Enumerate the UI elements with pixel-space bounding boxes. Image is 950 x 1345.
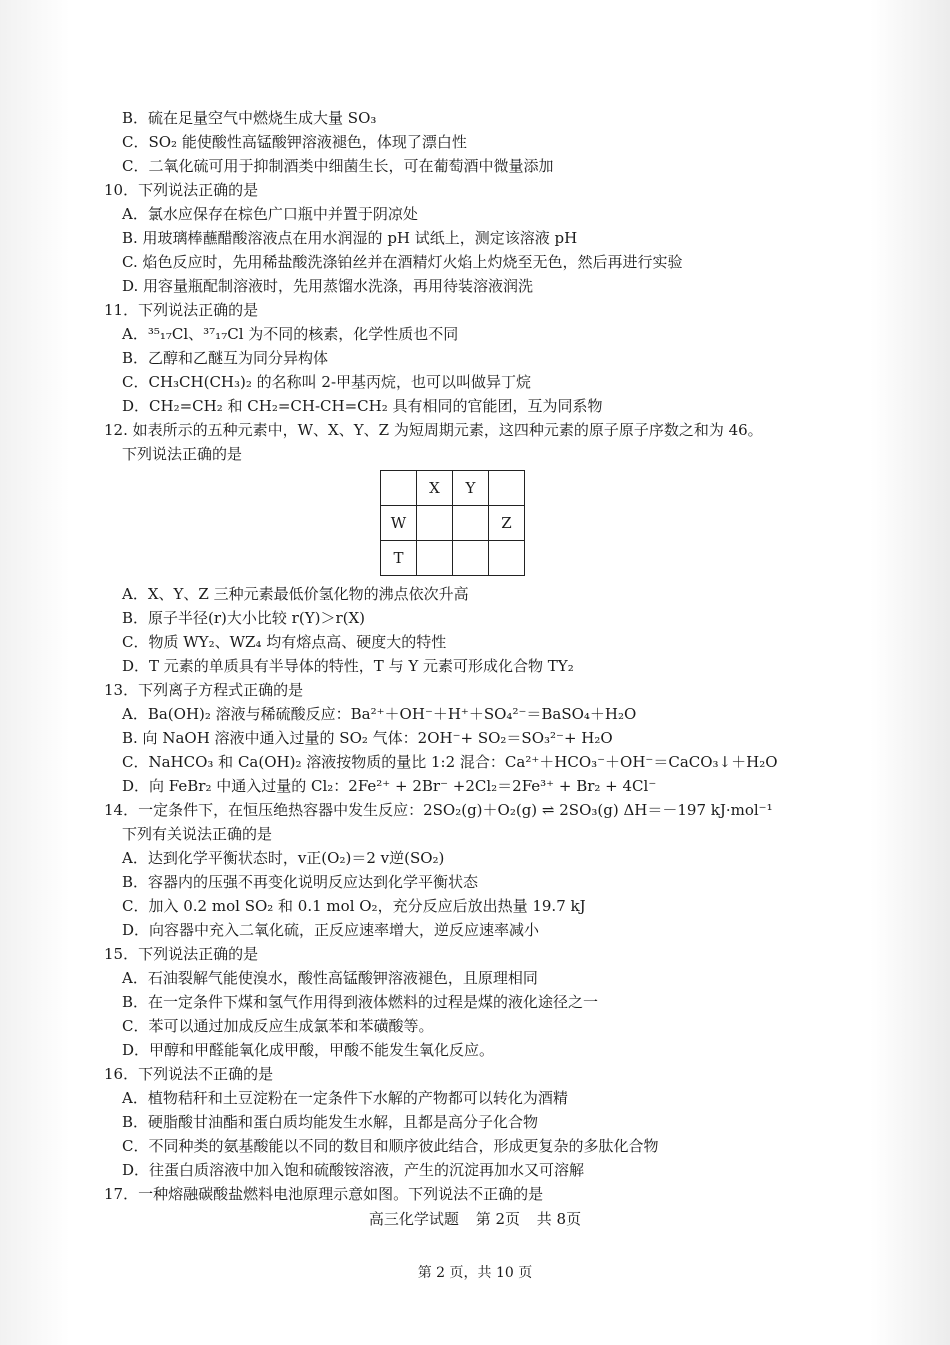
question-stem: 11．下列说法正确的是 [104, 301, 259, 319]
table-cell: Z [489, 506, 525, 541]
question-stem: 16．下列说法不正确的是 [104, 1065, 274, 1083]
answer-option: C. 焰色反应时，先用稀盐酸洗涤铂丝并在酒精灯火焰上灼烧至无色，然后再进行实验 [122, 253, 683, 271]
answer-option: A．Ba(OH)₂ 溶液与稀硫酸反应：Ba²⁺＋OH⁻＋H⁺＋SO₄²⁻＝BaSO₄＋H₂O [122, 705, 637, 723]
table-cell [381, 471, 417, 506]
answer-option: B. 用玻璃棒蘸醋酸溶液点在用水润湿的 pH 试纸上，测定该溶液 pH [122, 229, 578, 247]
answer-option: C．物质 WY₂、WZ₄ 均有熔点高、硬度大的特性 [122, 633, 447, 651]
periodic-table-figure [104, 466, 844, 582]
question-stem: 15．下列说法正确的是 [104, 945, 259, 963]
questions-block-a [104, 106, 844, 466]
answer-option: B．原子半径(r)大小比较 r(Y)＞r(X) [122, 609, 365, 627]
answer-option: B．硫在足量空气中燃烧生成大量 SO₃ [122, 109, 377, 127]
footer-subject: 高三化学试题 [368, 1210, 459, 1228]
answer-option: D．T 元素的单质具有半导体的特性，T 与 Y 元素可形成化合物 TY₂ [122, 657, 574, 675]
document-page-number: 第 2 页，共 10 页 [417, 1265, 533, 1281]
table-cell [417, 541, 453, 576]
table-cell: W [381, 506, 417, 541]
answer-option: A．石油裂解气能使溴水，酸性高锰酸钾溶液褪色，且原理相同 [122, 969, 538, 987]
footer-total: 共 8页 [536, 1210, 582, 1228]
answer-option: D. 用容量瓶配制溶液时，先用蒸馏水洗涤，再用待装溶液润洗 [122, 277, 534, 295]
answer-option: C．不同种类的氨基酸能以不同的数目和顺序彼此结合，形成更复杂的多肽化合物 [122, 1137, 659, 1155]
table-cell [489, 541, 525, 576]
question-stem: 13．下列离子方程式正确的是 [104, 681, 304, 699]
answer-option: A．X、Y、Z 三种元素最低价氢化物的沸点依次升高 [122, 585, 469, 603]
answer-option: B．硬脂酸甘油酯和蛋白质均能发生水解，且都是高分子化合物 [122, 1113, 539, 1131]
answer-option: C．SO₂ 能使酸性高锰酸钾溶液褪色，体现了漂白性 [122, 133, 467, 151]
table-cell: X [417, 471, 453, 506]
answer-option: A．植物秸秆和土豆淀粉在一定条件下水解的产物都可以转化为酒精 [122, 1089, 568, 1107]
answer-option: D．CH₂=CH₂ 和 CH₂=CH-CH=CH₂ 具有相同的官能团，互为同系物 [122, 397, 603, 415]
answer-option: C．二氧化硫可用于抑制酒类中细菌生长，可在葡萄酒中微量添加 [122, 157, 554, 175]
answer-option: B. 向 NaOH 溶液中通入过量的 SO₂ 气体：2OH⁻+ SO₂＝SO₃²⁻+ H₂O [122, 729, 613, 747]
answer-option: B．在一定条件下煤和氢气作用得到液体燃料的过程是煤的液化途径之一 [122, 993, 599, 1011]
table-cell [417, 506, 453, 541]
questions-block-b [104, 582, 844, 1206]
question-stem: 14．一定条件下，在恒压绝热容器中发生反应：2SO₂(g)＋O₂(g) ⇌ 2SO₃(g) ΔH＝－197 kJ·mol⁻¹ [104, 801, 773, 819]
table-cell [453, 506, 489, 541]
answer-option: D．向容器中充入二氧化硫，正反应速率增大，逆反应速率减小 [122, 921, 540, 939]
answer-option: C．苯可以通过加成反应生成氯苯和苯磺酸等。 [122, 1017, 434, 1035]
table-cell [453, 541, 489, 576]
question-stem: 17．一种熔融碳酸盐燃料电池原理示意如图。下列说法不正确的是 [104, 1185, 544, 1203]
answer-option: 下列说法正确的是 [122, 445, 243, 463]
answer-option: D．甲醇和甲醛能氧化成甲酸，甲酸不能发生氧化反应。 [122, 1041, 495, 1059]
table-cell: Y [453, 471, 489, 506]
table-cell: T [381, 541, 417, 576]
question-stem: 12. 如表所示的五种元素中，W、X、Y、Z 为短周期元素，这四种元素的原子原子序数之和为 46。 [104, 421, 763, 439]
answer-option: B．乙醇和乙醚互为同分异构体 [122, 349, 329, 367]
answer-option: A．达到化学平衡状态时，v正(O₂)＝2 v逆(SO₂) [122, 849, 445, 867]
question-body [104, 106, 844, 1206]
table-cell [489, 471, 525, 506]
answer-option: C．CH₃CH(CH₃)₂ 的名称叫 2-甲基丙烷，也可以叫做异丁烷 [122, 373, 532, 391]
answer-option: B．容器内的压强不再变化说明反应达到化学平衡状态 [122, 873, 479, 891]
answer-option: D．向 FeBr₂ 中通入过量的 Cl₂：2Fe²⁺ + 2Br⁻ +2Cl₂＝2Fe³⁺ + Br₂ + 4Cl⁻ [122, 777, 657, 795]
answer-option: C．NaHCO₃ 和 Ca(OH)₂ 溶液按物质的量比 1:2 混合：Ca²⁺＋HCO₃⁻＋OH⁻＝CaCO₃↓＋H₂O [122, 753, 778, 771]
element-table [380, 470, 525, 576]
page-footer [0, 1208, 950, 1229]
answer-option: C．加入 0.2 mol SO₂ 和 0.1 mol O₂，充分反应后放出热量 19.7 kJ [122, 897, 586, 915]
answer-option: D．往蛋白质溶液中加入饱和硫酸铵溶液，产生的沉淀再加水又可溶解 [122, 1161, 585, 1179]
footer-page: 第 2页 [475, 1210, 520, 1228]
answer-option: A．氯水应保存在棕色广口瓶中并置于阴凉处 [122, 205, 418, 223]
answer-option: 下列有关说法正确的是 [122, 825, 273, 843]
question-stem: 10．下列说法正确的是 [104, 181, 259, 199]
answer-option: A．³⁵₁₇Cl、³⁷₁₇Cl 为不同的核素，化学性质也不同 [122, 325, 459, 343]
